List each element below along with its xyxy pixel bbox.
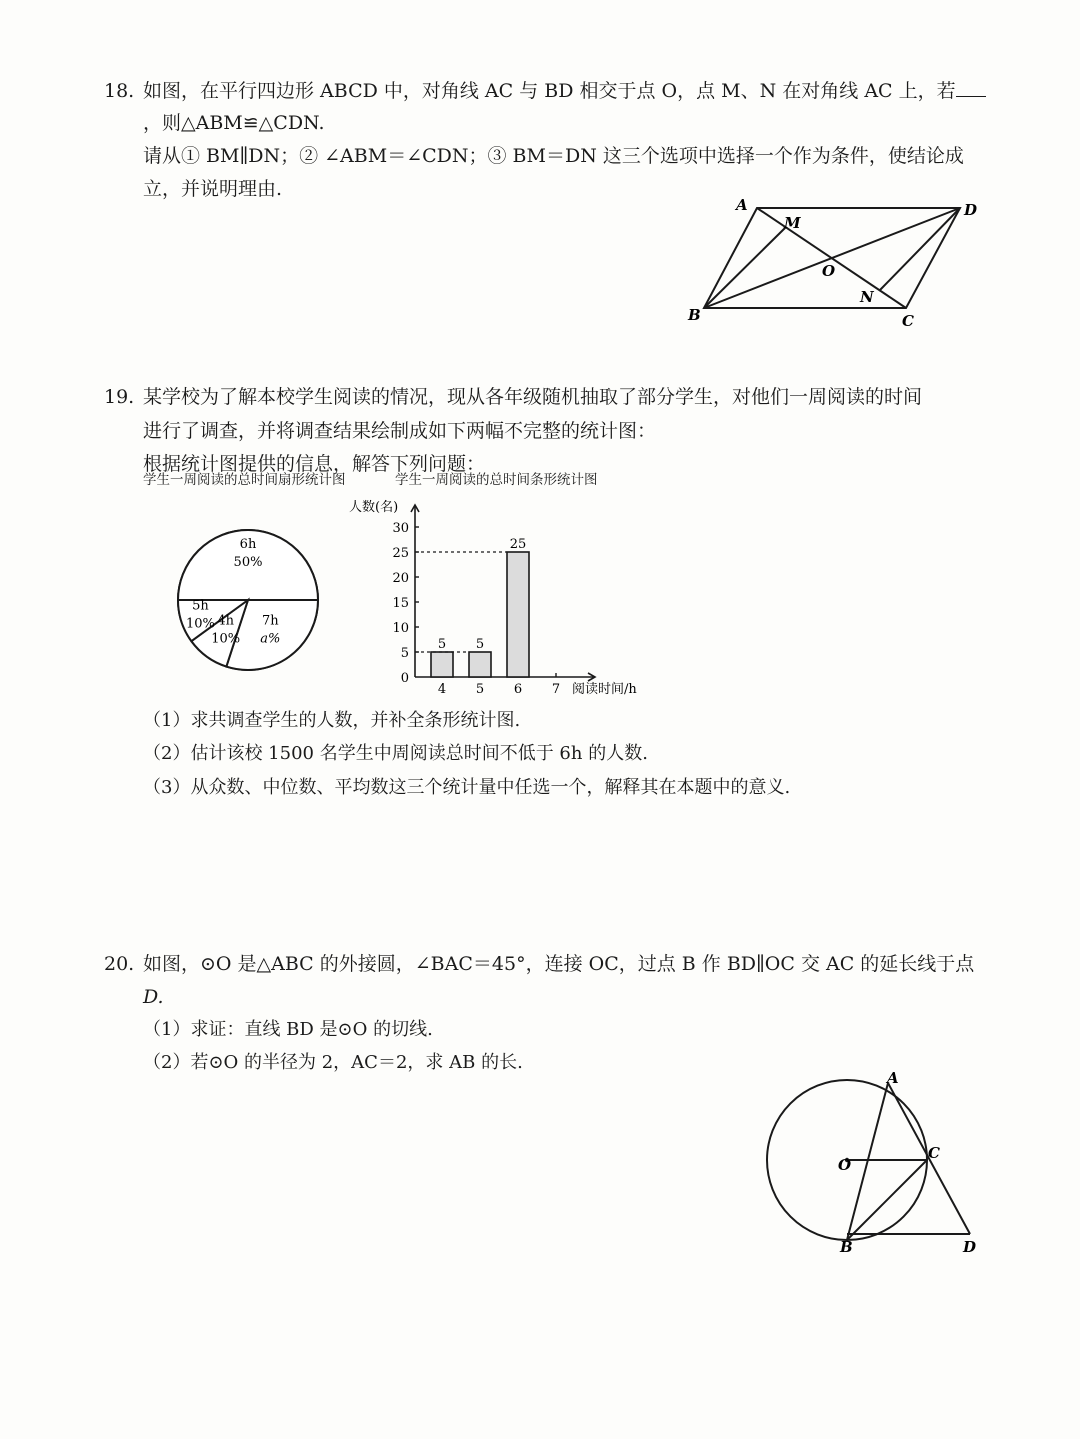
label-M: M <box>784 214 801 232</box>
q20-circle-figure <box>760 1066 990 1266</box>
label-C: C <box>928 1144 940 1162</box>
q20-sub2: （2）若⊙O 的半径为 2，AC＝2，求 AB 的长. <box>143 1052 523 1073</box>
label-C: C <box>902 312 914 330</box>
label-A: A <box>736 196 748 214</box>
pie-slice-value-label: 10% <box>211 631 241 647</box>
pie-slice-value-label: a% <box>260 631 281 647</box>
label-O: O <box>822 262 836 280</box>
label-B: B <box>840 1238 853 1256</box>
bar-x-tick-label: 7 <box>551 682 561 697</box>
q18-text-line2: ，则△ABM≌△CDN. <box>143 112 325 134</box>
bar-data-label: 5 <box>475 637 485 652</box>
segment-dn <box>880 208 960 290</box>
bar-ylabel: 人数(名) <box>349 500 399 515</box>
bar-caption: 学生一周阅读的总时间条形统计图 <box>395 472 598 488</box>
q20-sub1: （1）求证：直线 BD 是⊙O 的切线. <box>143 1019 433 1040</box>
pie-slice-label: 6h <box>239 537 257 552</box>
pie-slice-value-label: 50% <box>233 555 263 570</box>
q19-sub1: （1）求共调查学生的人数，并补全条形统计图. <box>143 710 521 731</box>
q20-number: 20. <box>104 953 135 975</box>
q18-text-line4: 立，并说明理由. <box>143 178 283 200</box>
bar-data-label: 25 <box>509 537 527 552</box>
segment-bm <box>704 227 786 308</box>
q18-text-line3: 请从① BM∥DN；② ∠ABM＝∠CDN；③ BM＝DN 这三个选项中选择一个作为条件，使结论成 <box>143 145 964 167</box>
segment-bc <box>847 1160 927 1240</box>
bar-6h <box>507 552 529 677</box>
q19-text-line2: 进行了调查，并将调查结果绘制成如下两幅不完整的统计图： <box>143 420 657 442</box>
bar-y-tick-label: 25 <box>392 546 409 561</box>
label-A: A <box>887 1069 899 1087</box>
bar-5h <box>469 652 491 677</box>
bar-y-tick-label: 15 <box>392 596 409 611</box>
diagonal-bd <box>704 208 960 308</box>
pie-chart <box>168 520 328 680</box>
bar-chart <box>345 495 665 705</box>
label-D: D <box>964 201 978 219</box>
q20-text-line2: D. <box>143 986 164 1008</box>
segment-ab <box>847 1083 888 1240</box>
bar-y-tick-label: 20 <box>392 571 409 586</box>
label-B: B <box>688 306 701 324</box>
bar-y-tick-label: 10 <box>392 621 409 636</box>
pie-slice-label: 7h <box>261 613 279 629</box>
bar-y-tick-label: 5 <box>400 646 409 661</box>
pie-slice-value-label: 10% <box>185 616 215 632</box>
pie-slice-label: 5h <box>192 598 209 614</box>
q18-parallelogram-figure <box>680 190 980 335</box>
q18-number: 18. <box>104 80 135 102</box>
bar-x-tick-label: 5 <box>475 682 485 697</box>
bar-x-tick-label: 6 <box>513 682 523 697</box>
label-D: D <box>963 1238 977 1256</box>
q19-text-line3: 根据统计图提供的信息，解答下列问题： <box>143 453 486 475</box>
q18-text-line1 <box>143 78 986 104</box>
q19-number: 19. <box>104 386 135 408</box>
q19-sub2: （2）估计该校 1500 名学生中周阅读总时间不低于 6h 的人数. <box>143 743 648 764</box>
pie-slice-label: 4h <box>217 613 235 629</box>
pie-caption: 学生一周阅读的总时间扇形统计图 <box>143 472 346 488</box>
bar-y-tick-label: 30 <box>392 521 409 536</box>
bar-xlabel: 阅读时间/h <box>572 682 637 697</box>
q19-text-line1: 某学校为了解本校学生阅读的情况，现从各年级随机抽取了部分学生，对他们一周阅读的时间 <box>143 386 923 408</box>
bar-y-tick-label: 0 <box>400 671 409 686</box>
q20-text-line1: 如图，⊙O 是△ABC 的外接圆，∠BAC＝45°，连接 OC，过点 B 作 BD∥OC 交 AC 的延长线于点 <box>143 953 975 975</box>
q19-sub3: （3）从众数、中位数、平均数这三个统计量中任选一个，解释其在本题中的意义. <box>143 777 791 798</box>
label-N: N <box>860 288 874 306</box>
q18-answer-blank <box>956 80 986 97</box>
bar-4h <box>431 652 453 677</box>
q18-line1-text: 如图，在平行四边形 ABCD 中，对角线 AC 与 BD 相交于点 O，点 M、N 在对角线 AC 上，若 <box>143 80 956 102</box>
label-O: O <box>838 1156 852 1174</box>
bar-x-tick-label: 4 <box>437 682 447 697</box>
bar-data-label: 5 <box>437 637 447 652</box>
